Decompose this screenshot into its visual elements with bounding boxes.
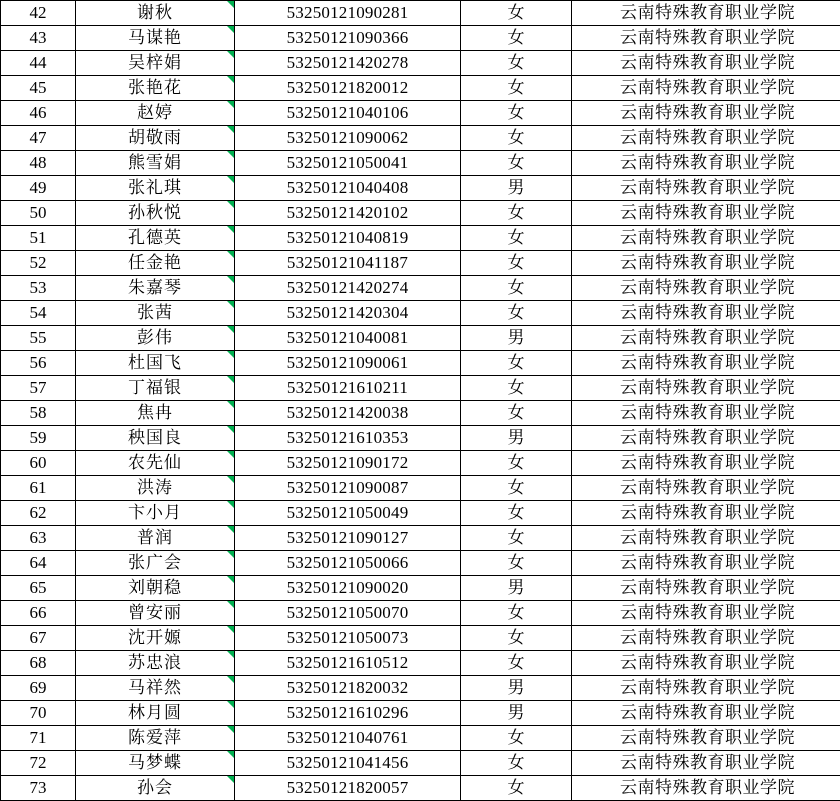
cell-id-number: 53250121050073 [235, 626, 461, 651]
cell-gender: 女 [461, 476, 572, 501]
cell-school: 云南特殊教育职业学院 [572, 401, 840, 426]
cell-name-text: 苏忠浪 [128, 653, 182, 672]
roster-table-body [1, 1, 840, 801]
cell-id-number: 53250121040761 [235, 726, 461, 751]
table-row [1, 376, 840, 401]
cell-gender: 男 [461, 576, 572, 601]
cell-gender: 女 [461, 451, 572, 476]
cell-name-text: 吴梓娟 [128, 53, 182, 72]
cell-gender: 男 [461, 701, 572, 726]
cell-gender: 女 [461, 101, 572, 126]
cell-gender: 男 [461, 326, 572, 351]
cell-id-number: 53250121610512 [235, 651, 461, 676]
cell-name-text: 张茜 [137, 303, 173, 322]
cell-gender: 女 [461, 51, 572, 76]
cell-index: 42 [1, 1, 76, 26]
comment-marker-icon [227, 501, 234, 508]
cell-school: 云南特殊教育职业学院 [572, 376, 840, 401]
cell-school: 云南特殊教育职业学院 [572, 426, 840, 451]
comment-marker-icon [227, 226, 234, 233]
cell-school: 云南特殊教育职业学院 [572, 226, 840, 251]
cell-gender: 女 [461, 26, 572, 51]
cell-school: 云南特殊教育职业学院 [572, 676, 840, 701]
cell-name-text: 陈爱萍 [128, 728, 182, 747]
cell-index: 65 [1, 576, 76, 601]
cell-index: 73 [1, 776, 76, 801]
cell-index: 66 [1, 601, 76, 626]
cell-gender: 女 [461, 751, 572, 776]
cell-gender: 女 [461, 401, 572, 426]
cell-name-text: 秧国良 [128, 428, 182, 447]
cell-school: 云南特殊教育职业学院 [572, 101, 840, 126]
comment-marker-icon [227, 426, 234, 433]
cell-name-text: 林月圆 [128, 703, 182, 722]
cell-name-text: 马祥然 [128, 678, 182, 697]
cell-gender: 女 [461, 1, 572, 26]
table-row [1, 101, 840, 126]
table-row [1, 201, 840, 226]
cell-name [76, 701, 235, 726]
cell-school: 云南特殊教育职业学院 [572, 201, 840, 226]
cell-name [76, 26, 235, 51]
cell-school: 云南特殊教育职业学院 [572, 451, 840, 476]
table-row [1, 651, 840, 676]
cell-name-text: 卞小月 [128, 503, 182, 522]
comment-marker-icon [227, 451, 234, 458]
comment-marker-icon [227, 651, 234, 658]
table-row [1, 1, 840, 26]
cell-school: 云南特殊教育职业学院 [572, 751, 840, 776]
comment-marker-icon [227, 101, 234, 108]
table-row [1, 26, 840, 51]
cell-gender: 女 [461, 226, 572, 251]
cell-name-text: 马谋艳 [128, 28, 182, 47]
cell-name [76, 451, 235, 476]
table-row [1, 451, 840, 476]
cell-name [76, 301, 235, 326]
cell-name-text: 任金艳 [128, 253, 182, 272]
cell-school: 云南特殊教育职业学院 [572, 301, 840, 326]
table-row [1, 526, 840, 551]
cell-school: 云南特殊教育职业学院 [572, 1, 840, 26]
comment-marker-icon [227, 726, 234, 733]
cell-school: 云南特殊教育职业学院 [572, 776, 840, 801]
cell-name-text: 丁福银 [128, 378, 182, 397]
table-row [1, 226, 840, 251]
comment-marker-icon [227, 151, 234, 158]
cell-name [76, 101, 235, 126]
cell-name [76, 376, 235, 401]
cell-id-number: 53250121090172 [235, 451, 461, 476]
cell-id-number: 53250121090366 [235, 26, 461, 51]
table-row [1, 676, 840, 701]
cell-index: 48 [1, 151, 76, 176]
cell-index: 61 [1, 476, 76, 501]
cell-id-number: 53250121420304 [235, 301, 461, 326]
comment-marker-icon [227, 751, 234, 758]
cell-name-text: 孙秋悦 [128, 203, 182, 222]
cell-name [76, 76, 235, 101]
cell-gender: 男 [461, 676, 572, 701]
cell-name-text: 洪涛 [137, 478, 173, 497]
cell-gender: 男 [461, 426, 572, 451]
table-row [1, 751, 840, 776]
cell-school: 云南特殊教育职业学院 [572, 26, 840, 51]
cell-id-number: 53250121050066 [235, 551, 461, 576]
cell-index: 57 [1, 376, 76, 401]
cell-index: 60 [1, 451, 76, 476]
comment-marker-icon [227, 476, 234, 483]
comment-marker-icon [227, 76, 234, 83]
cell-id-number: 53250121090127 [235, 526, 461, 551]
comment-marker-icon [227, 576, 234, 583]
cell-gender: 女 [461, 351, 572, 376]
cell-name [76, 401, 235, 426]
comment-marker-icon [227, 301, 234, 308]
cell-name-text: 刘朝稳 [128, 578, 182, 597]
cell-index: 64 [1, 551, 76, 576]
cell-name [76, 751, 235, 776]
cell-name [76, 51, 235, 76]
cell-index: 70 [1, 701, 76, 726]
cell-id-number: 53250121420102 [235, 201, 461, 226]
cell-name-text: 沈开嫄 [128, 628, 182, 647]
cell-name [76, 676, 235, 701]
cell-id-number: 53250121610211 [235, 376, 461, 401]
cell-name [76, 201, 235, 226]
cell-id-number: 53250121090062 [235, 126, 461, 151]
cell-index: 67 [1, 626, 76, 651]
cell-id-number: 53250121610296 [235, 701, 461, 726]
cell-name [76, 726, 235, 751]
cell-school: 云南特殊教育职业学院 [572, 351, 840, 376]
cell-school: 云南特殊教育职业学院 [572, 576, 840, 601]
cell-name [76, 226, 235, 251]
cell-name [76, 551, 235, 576]
cell-index: 51 [1, 226, 76, 251]
cell-gender: 女 [461, 376, 572, 401]
cell-index: 45 [1, 76, 76, 101]
table-row [1, 76, 840, 101]
cell-name [76, 626, 235, 651]
comment-marker-icon [227, 326, 234, 333]
cell-gender: 男 [461, 176, 572, 201]
cell-id-number: 53250121041187 [235, 251, 461, 276]
table-row [1, 576, 840, 601]
cell-name-text: 张广会 [128, 553, 182, 572]
comment-marker-icon [227, 126, 234, 133]
cell-index: 50 [1, 201, 76, 226]
cell-gender: 女 [461, 626, 572, 651]
cell-gender: 女 [461, 126, 572, 151]
cell-name-text: 朱嘉琴 [128, 278, 182, 297]
cell-name-text: 张艳花 [128, 78, 182, 97]
cell-school: 云南特殊教育职业学院 [572, 76, 840, 101]
comment-marker-icon [227, 51, 234, 58]
cell-id-number: 53250121420278 [235, 51, 461, 76]
cell-index: 43 [1, 26, 76, 51]
cell-id-number: 53250121040819 [235, 226, 461, 251]
cell-school: 云南特殊教育职业学院 [572, 276, 840, 301]
cell-name [76, 251, 235, 276]
cell-gender: 女 [461, 276, 572, 301]
cell-gender: 女 [461, 251, 572, 276]
cell-school: 云南特殊教育职业学院 [572, 126, 840, 151]
cell-name [76, 426, 235, 451]
cell-name-text: 胡敬雨 [128, 128, 182, 147]
cell-index: 54 [1, 301, 76, 326]
comment-marker-icon [227, 551, 234, 558]
cell-name [76, 126, 235, 151]
cell-index: 63 [1, 526, 76, 551]
table-row [1, 626, 840, 651]
table-row [1, 151, 840, 176]
table-row [1, 476, 840, 501]
cell-school: 云南特殊教育职业学院 [572, 726, 840, 751]
table-row [1, 276, 840, 301]
table-row [1, 51, 840, 76]
cell-index: 69 [1, 676, 76, 701]
cell-name-text: 张礼琪 [128, 178, 182, 197]
cell-name-text: 马梦蝶 [128, 753, 182, 772]
cell-id-number: 53250121040081 [235, 326, 461, 351]
cell-id-number: 53250121050049 [235, 501, 461, 526]
cell-id-number: 53250121420274 [235, 276, 461, 301]
cell-id-number: 53250121420038 [235, 401, 461, 426]
cell-school: 云南特殊教育职业学院 [572, 551, 840, 576]
cell-school: 云南特殊教育职业学院 [572, 251, 840, 276]
cell-id-number: 53250121040106 [235, 101, 461, 126]
table-row [1, 726, 840, 751]
cell-index: 59 [1, 426, 76, 451]
cell-name-text: 熊雪娟 [128, 153, 182, 172]
cell-id-number: 53250121050070 [235, 601, 461, 626]
cell-id-number: 53250121820057 [235, 776, 461, 801]
cell-name-text: 赵婷 [137, 103, 173, 122]
comment-marker-icon [227, 276, 234, 283]
cell-name [76, 326, 235, 351]
cell-id-number: 53250121820012 [235, 76, 461, 101]
cell-index: 52 [1, 251, 76, 276]
cell-index: 68 [1, 651, 76, 676]
table-row [1, 551, 840, 576]
table-row [1, 251, 840, 276]
table-row [1, 401, 840, 426]
comment-marker-icon [227, 376, 234, 383]
cell-index: 44 [1, 51, 76, 76]
cell-school: 云南特殊教育职业学院 [572, 151, 840, 176]
comment-marker-icon [227, 176, 234, 183]
cell-id-number: 53250121820032 [235, 676, 461, 701]
cell-school: 云南特殊教育职业学院 [572, 626, 840, 651]
table-row [1, 176, 840, 201]
cell-name [76, 776, 235, 801]
cell-school: 云南特殊教育职业学院 [572, 476, 840, 501]
cell-name [76, 476, 235, 501]
cell-index: 62 [1, 501, 76, 526]
cell-id-number: 53250121090087 [235, 476, 461, 501]
cell-name-text: 农先仙 [128, 453, 182, 472]
cell-name-text: 曾安丽 [128, 603, 182, 622]
cell-school: 云南特殊教育职业学院 [572, 526, 840, 551]
cell-name-text: 杜国飞 [128, 353, 182, 372]
table-row [1, 426, 840, 451]
cell-index: 56 [1, 351, 76, 376]
cell-name-text: 焦冉 [137, 403, 173, 422]
cell-id-number: 53250121040408 [235, 176, 461, 201]
cell-gender: 女 [461, 151, 572, 176]
cell-gender: 女 [461, 651, 572, 676]
cell-gender: 女 [461, 201, 572, 226]
cell-index: 71 [1, 726, 76, 751]
cell-name [76, 351, 235, 376]
cell-school: 云南特殊教育职业学院 [572, 326, 840, 351]
cell-name-text: 谢秋 [137, 3, 173, 22]
cell-school: 云南特殊教育职业学院 [572, 501, 840, 526]
cell-name [76, 501, 235, 526]
comment-marker-icon [227, 251, 234, 258]
comment-marker-icon [227, 26, 234, 33]
cell-name [76, 176, 235, 201]
cell-name [76, 151, 235, 176]
table-row [1, 601, 840, 626]
comment-marker-icon [227, 351, 234, 358]
comment-marker-icon [227, 601, 234, 608]
cell-index: 55 [1, 326, 76, 351]
cell-school: 云南特殊教育职业学院 [572, 601, 840, 626]
comment-marker-icon [227, 676, 234, 683]
cell-id-number: 53250121041456 [235, 751, 461, 776]
cell-name [76, 651, 235, 676]
cell-name-text: 普润 [137, 528, 173, 547]
table-row [1, 326, 840, 351]
table-row [1, 126, 840, 151]
cell-gender: 女 [461, 726, 572, 751]
cell-id-number: 53250121050041 [235, 151, 461, 176]
cell-school: 云南特殊教育职业学院 [572, 51, 840, 76]
cell-name-text: 孙会 [137, 778, 173, 797]
comment-marker-icon [227, 201, 234, 208]
comment-marker-icon [227, 526, 234, 533]
table-row [1, 501, 840, 526]
cell-gender: 女 [461, 526, 572, 551]
cell-name [76, 276, 235, 301]
cell-school: 云南特殊教育职业学院 [572, 176, 840, 201]
cell-name-text: 彭伟 [137, 328, 173, 347]
cell-gender: 女 [461, 551, 572, 576]
comment-marker-icon [227, 1, 234, 8]
cell-index: 46 [1, 101, 76, 126]
cell-gender: 女 [461, 601, 572, 626]
cell-name [76, 576, 235, 601]
table-row [1, 701, 840, 726]
cell-name [76, 601, 235, 626]
cell-id-number: 53250121090281 [235, 1, 461, 26]
cell-id-number: 53250121090020 [235, 576, 461, 601]
cell-school: 云南特殊教育职业学院 [572, 701, 840, 726]
cell-gender: 女 [461, 76, 572, 101]
table-row [1, 351, 840, 376]
cell-name-text: 孔德英 [128, 228, 182, 247]
cell-name [76, 526, 235, 551]
table-row [1, 776, 840, 801]
cell-name [76, 1, 235, 26]
cell-index: 49 [1, 176, 76, 201]
cell-index: 58 [1, 401, 76, 426]
cell-index: 72 [1, 751, 76, 776]
cell-gender: 女 [461, 501, 572, 526]
table-row [1, 301, 840, 326]
cell-gender: 女 [461, 776, 572, 801]
cell-index: 47 [1, 126, 76, 151]
comment-marker-icon [227, 626, 234, 633]
cell-id-number: 53250121090061 [235, 351, 461, 376]
cell-school: 云南特殊教育职业学院 [572, 651, 840, 676]
cell-id-number: 53250121610353 [235, 426, 461, 451]
comment-marker-icon [227, 701, 234, 708]
comment-marker-icon [227, 401, 234, 408]
cell-index: 53 [1, 276, 76, 301]
cell-gender: 女 [461, 301, 572, 326]
